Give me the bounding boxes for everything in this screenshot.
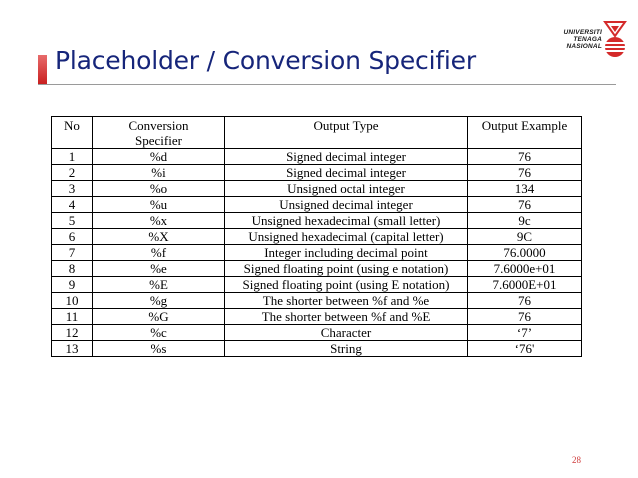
table-row [52,261,582,277]
cell-specifier: %o [93,181,225,197]
cell-output-type: The shorter between %f and %e [225,293,468,309]
page-number: 28 [572,455,581,465]
cell-no: 5 [52,213,93,229]
cell-output-type: Signed floating point (using e notation) [225,261,468,277]
cell-output-example: ‘7’ [468,325,582,341]
table-row [52,245,582,261]
cell-specifier: %g [93,293,225,309]
cell-output-example: 76.0000 [468,245,582,261]
cell-specifier: %u [93,197,225,213]
table-row [52,149,582,165]
cell-specifier: %G [93,309,225,325]
cell-no: 4 [52,197,93,213]
slide-title: Placeholder / Conversion Specifier [55,46,476,75]
logo-line-2: TENAGA [573,36,602,43]
cell-output-type: Unsigned octal integer [225,181,468,197]
conversion-specifier-table [51,116,582,357]
table-row [52,341,582,357]
table-row [52,165,582,181]
university-logo [536,14,628,60]
table-row [52,325,582,341]
cell-no: 1 [52,149,93,165]
cell-output-type: Unsigned decimal integer [225,197,468,213]
cell-output-type: Signed floating point (using E notation) [225,277,468,293]
logo-wordmark [564,29,602,50]
logo-emblem-icon [602,20,628,60]
cell-specifier: %f [93,245,225,261]
cell-specifier: %e [93,261,225,277]
table-row [52,277,582,293]
cell-output-example: 7.6000E+01 [468,277,582,293]
cell-output-type: The shorter between %f and %E [225,309,468,325]
cell-output-type: Integer including decimal point [225,245,468,261]
cell-output-example: ‘76' [468,341,582,357]
cell-output-example: 7.6000e+01 [468,261,582,277]
header-conversion-line-1: Conversion [128,118,189,133]
cell-output-type: Unsigned hexadecimal (small letter) [225,213,468,229]
cell-specifier: %i [93,165,225,181]
table-row [52,293,582,309]
header-output-type: Output Type [225,117,468,149]
logo-line-1: UNIVERSITI [563,29,602,36]
cell-no: 3 [52,181,93,197]
cell-output-example: 76 [468,165,582,181]
cell-no: 8 [52,261,93,277]
table-row [52,213,582,229]
title-accent-bar [38,55,47,85]
cell-no: 6 [52,229,93,245]
cell-output-type: Signed decimal integer [225,149,468,165]
table-row [52,197,582,213]
header-conversion-specifier [93,117,225,149]
table-row [52,181,582,197]
cell-output-example: 134 [468,181,582,197]
header-output-example: Output Example [468,117,582,149]
cell-no: 9 [52,277,93,293]
cell-no: 2 [52,165,93,181]
cell-no: 7 [52,245,93,261]
cell-specifier: %s [93,341,225,357]
cell-output-example: 9C [468,229,582,245]
logo-line-3: NASIONAL [566,43,602,50]
title-divider [38,84,616,85]
cell-no: 10 [52,293,93,309]
header-no: No [52,117,93,149]
header-conversion-line-2: Specifier [135,133,182,148]
cell-output-type: Unsigned hexadecimal (capital letter) [225,229,468,245]
cell-output-example: 76 [468,293,582,309]
cell-output-example: 9c [468,213,582,229]
cell-output-type: Character [225,325,468,341]
cell-specifier: %d [93,149,225,165]
cell-no: 12 [52,325,93,341]
table-row [52,229,582,245]
cell-output-type: String [225,341,468,357]
table-header-row [52,117,582,149]
cell-output-type: Signed decimal integer [225,165,468,181]
cell-specifier: %E [93,277,225,293]
cell-specifier: %X [93,229,225,245]
cell-output-example: 76 [468,309,582,325]
cell-specifier: %c [93,325,225,341]
cell-no: 13 [52,341,93,357]
cell-specifier: %x [93,213,225,229]
cell-output-example: 76 [468,149,582,165]
cell-output-example: 76 [468,197,582,213]
cell-no: 11 [52,309,93,325]
table-row [52,309,582,325]
